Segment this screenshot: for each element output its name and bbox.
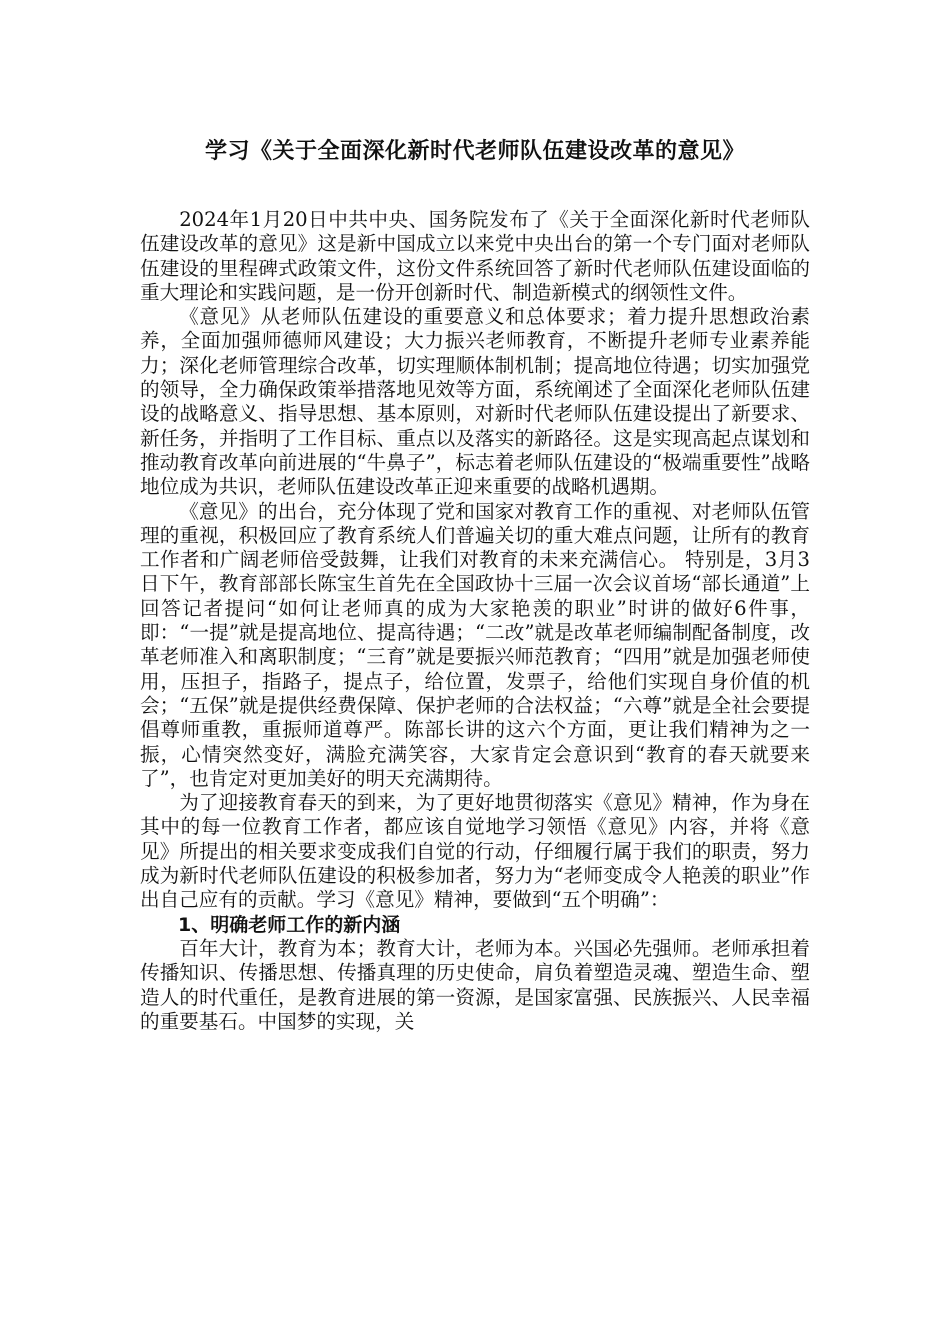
section-heading-1: 1、明确老师工作的新内涵 [178, 913, 401, 936]
document-body [140, 208, 810, 1034]
paragraph-4: 为了迎接教育春天的到来，为了更好地贯彻落实《意见》精神，作为身在其中的每一位教育工作者，都应该自觉地学习领悟《意见》内容，并将《意见》所提出的相关要求变成我们自觉的行动，仔细履行属于我们的职责，努力成为新时代老师队伍建设的积极参加者，努力为“老师变成令人艳羡的职业”作出自己应有的贡献。学习《意见》精神，要做到“五个明确”： [140, 791, 810, 912]
paragraph-1: 2024年1月20日中共中央、国务院发布了《关于全面深化新时代老师队伍建设改革的意见》这是新中国成立以来党中央出台的第一个专门面对老师队伍建设的里程碑式政策文件，这份文件系统回答了新时代老师队伍建设面临的重大理论和实践问题，是一份开创新时代、制造新模式的纲领性文件。 [140, 208, 810, 304]
paragraph-3: 《意见》的出台，充分体现了党和国家对教育工作的重视、对老师队伍管理的重视，积极回应了教育系统人们普遍关切的重大难点问题，让所有的教育工作者和广阔老师倍受鼓舞，让我们对教育的未来充满信心。 特别是，3月3日下午，教育部部长陈宝生首先在全国政协十三届一次会议首场“部长通道”上回答记者提问“如何让老师真的成为大家艳羡的职业”时讲的做好6件事，即：“一提”就是提高地位、提高待遇；“二改”就是改革老师编制配备制度，改革老师准入和离职制度；“三育”就是要振兴师范教育；“四用”就是加强老师使用，压担子，指路子，提点子，给位置，发票子，给他们实现自身价值的机会；“五保”就是提供经费保障、保护老师的合法权益；“六尊”就是全社会要提倡尊师重教，重振师道尊严。陈部长讲的这六个方面，更让我们精神为之一振，心情突然变好，满脸充满笑容，大家肯定会意识到“教育的春天就要来了”，也肯定对更加美好的明天充满期待。 [140, 499, 810, 790]
paragraph-5: 百年大计，教育为本；教育大计，老师为本。兴国必先强师。老师承担着传播知识、传播思想、传播真理的历史使命，肩负着塑造灵魂、塑造生命、塑造人的时代重任，是教育进展的第一资源，是国家富强、民族振兴、人民幸福的重要基石。中国梦的实现，关 [140, 936, 810, 1033]
document-title: 学习《关于全面深化新时代老师队伍建设改革的意见》 [204, 139, 745, 164]
paragraph-2: 《意见》从老师队伍建设的重要意义和总体要求；着力提升思想政治素养，全面加强师德师风建设；大力振兴老师教育，不断提升老师专业素养能力；深化老师管理综合改革，切实理顺体制机制；提高地位待遇；切实加强党的领导，全力确保政策举措落地见效等方面，系统阐述了全面深化老师队伍建设的战略意义、指导思想、基本原则，对新时代老师队伍建设提出了新要求、新任务，并指明了工作目标、重点以及落实的新路径。这是实现高起点谋划和推动教育改革向前进展的“牛鼻子”，标志着老师队伍建设的“极端重要性”战略地位成为共识，老师队伍建设改革正迎来重要的战略机遇期。 [140, 305, 810, 499]
